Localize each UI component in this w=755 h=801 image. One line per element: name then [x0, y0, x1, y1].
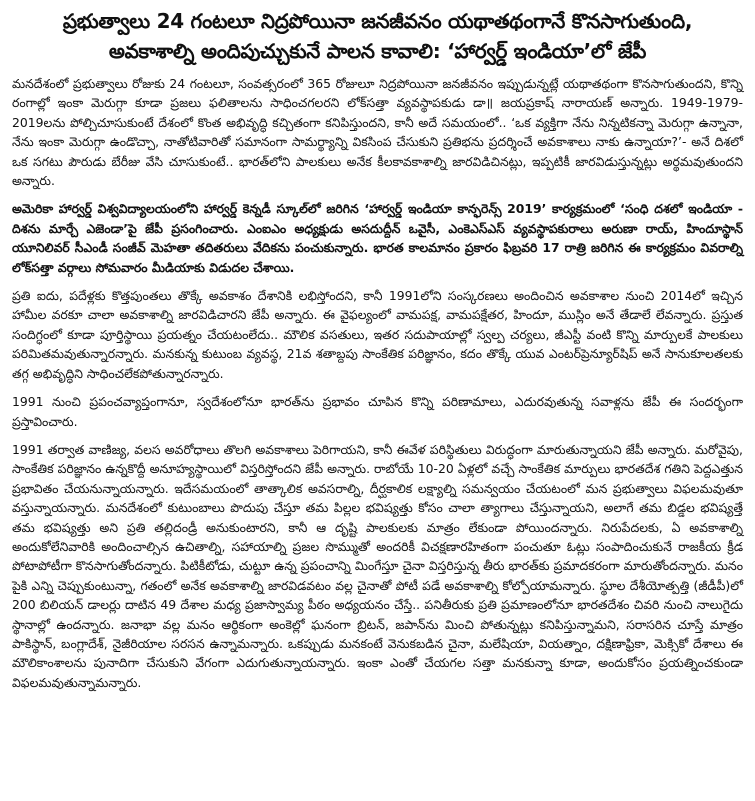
paragraph-intro: మనదేశంలో ప్రభుత్వాలు రోజుకు 24 గంటలూ, సంవత్సరంలో 365 రోజులూ నిద్రపోయినా జనజీవనం ఇప్పుడున్నట్లే యథాతథంగా కొనసాగుతుందని, కొన్ని రంగాల్లో ఇంకా మెరుగ్గా కూడా ప్రజలు ఫలితాలను సాధించగలరని లోక్‌సత్తా వ్యవస్థాపకుడు డా॥ జయప్రకాష్ నారాయణ్ అన్నారు. 1949-1979-2019లను పోల్చిచూసుకుంటే దేశంలో కొంత అభివృద్ధి కచ్చితంగా కనిపిస్తుందని, కానీ అదే సమయంలో.. ‘ఒక వ్యక్తిగా నేను నిన్నటికన్నా మెరుగ్గా ఉన్నానా, నేను ఇంకా మెరుగ్గా ఉండొచ్చా, నాతోటివారితో సమానంగా సామర్థ్యాన్ని వికసింప చేసుకుని ప్రతిభను ప్రదర్శించే అవకాశాలు నాకు ఉన్నాయా?’- అనే దిశలో ఒక సగటు పౌరుడు బేరీజు వేసి చూసుకుంటే.. భారత్‌లోని పాలకులు అనేక కీలకావకాశాల్ని జారవిడిచినట్లు, ఇప్పటికీ జారవిడుస్తున్నట్లు అర్థమవుతుందని అన్నారు. [12, 76, 743, 189]
paragraph-event: అమెరికా హార్వర్డ్ విశ్వవిద్యాలయంలోని హార్వర్డ్ కెన్నడీ స్కూల్‌లో జరిగిన ‘హార్వర్డ్ ఇండియా కాన్ఫరెన్స్ 2019’ కార్యక్రమంలో ‘సంధి దశలో ఇండియా - దిశను మార్చే ఎజెండా’పై జేపీ ప్రసంగించారు. ఎంఐఎం అధ్యక్షుడు అసదుద్దీన్ ఒవైసీ, ఎంకెఎస్ఎస్ వ్యవస్థాపకురాలు అరుణా రాయ్, హిందూస్థాన్ యూనిలివర్ సీఎండీ సంజీవ్ మెహతా తదితరులు వేదికను పంచుకున్నారు. భారత కాలమానం ప్రకారం ఫిబ్రవరి 17 రాత్రి జరిగిన ఈ కార్యక్రమం వివరాల్ని లోక్‌సత్తా వర్గాలు సోమవారం మీడియాకు విడుదల చేశాయి. [12, 201, 743, 275]
article-headline [12, 6, 743, 66]
paragraph-missed-opportunities: ప్రతి ఐదు, పదేళ్లకు కొత్తపుంతలు తొక్కే అవకాశం దేశానికి లభిస్తోందని, కానీ 1991లోని సంస్కరణలు అందించిన అవకాశాల నుంచి 2014లో ఇచ్చిన హామీల వరకూ చాలా అవకాశాల్ని జారవిడిచారని జేపీ అన్నారు. ఈ వైఫల్యంలో వామపక్ష, వామపక్షేతర, హిందూ, ముస్లిం అనే తేడాలే లేవన్నారు. ప్రస్తుత సందిగ్ధంలో కూడా పూర్తిస్థాయి ప్రయత్నం చేయటంలేదు.. మౌలిక వసతులు, ఇతర సదుపాయాల్లో స్వల్ప చర్యలు, జీఎస్టీ వంటి కొన్ని మార్పులకే పాలకులు పరిమితమవుతున్నారన్నారు. మనకున్న కుటుంబ వ్యవస్థ, 21వ శతాబ్దపు సాంకేతిక పరిజ్ఞానం, కదం తొక్కే యువ ఎంటర్‌ప్రెన్యూర్‌షిప్ అనే సానుకూలతలకు తగ్గ అభివృద్ధిని సాధించలేకపోతున్నారన్నారు. [12, 288, 743, 381]
paragraph-developments: 1991 నుంచి ప్రపంచవ్యాప్తంగానూ, స్వదేశంలోనూ భారత్‌ను ప్రభావం చూపిన కొన్ని పరిణామాలు, ఎదురవుతున్న సవాళ్లను జేపీ ఈ సందర్భంగా ప్రస్తావించారు. [12, 394, 743, 429]
headline-line-1: ప్రభుత్వాలు 24 గంటలూ నిద్రపోయినా జనజీవనం యథాతథంగానే కొనసాగుతుంది, [62, 9, 693, 33]
paragraph-analysis: 1991 తర్వాత వాణిజ్య, వలస అవరోధాలు తొలగి అవకాశాలు పెరిగాయని, కానీ ఈవేళ పరిస్థితులు విరుద్ధంగా మారుతున్నాయని జేపీ అన్నారు. మరోవైపు, సాంకేతిక పరిజ్ఞానం ఉన్నకొద్దీ అనూహ్యస్థాయిలో విస్తరిస్తోందని జేపీ అన్నారు. రాబోయే 10-20 ఏళ్లలో వచ్చే సాంకేతిక మార్పులు భారతదేశ గతిని పెద్దఎత్తున ప్రభావితం చేయనున్నాయన్నారు. ఇదేసమయంలో తాత్కాలిక అవసరాల్ని, దీర్ఘకాలిక లక్ష్యాల్ని సమన్వయం చేయటంలో మన ప్రభుత్వాలు విఫలమవుతూ వస్తున్నాయన్నారు. మనదేశంలో కుటుంబాలు పొదుపు చేస్తూ తమ పిల్లల భవిష్యత్తు కోసం చాలా త్యాగాలు చేస్తున్నాయని, అలాగే తమ బిడ్డల భవిష్యత్తే తమ భవిష్యత్తు అని ప్రతి తల్లిదండ్రీ అనుకుంటారని, కానీ ఆ దృష్టి పాలకులకు మాత్రం లేకుండా పోయిందన్నారు. నిరుపేదలకు, ఏ అవకాశాల్ని అందుకోలేనివారికి అందించాల్సిన ఉచితాల్ని, సహాయాల్ని ప్రజల సొమ్ముతో అందరికీ విచక్షణారహితంగా పంచుతూ ఓట్లు సంపాదించుకునే రాజకీయ క్రీడ పోటాపోటీగా కొనసాగుతోందన్నారు. పిటికీటోడు, చుట్టూ ఉన్న ప్రపంచాన్ని మింగేస్తూ చైనా విస్తరిస్తున్న తీరు భారత్‌కు ప్రమాదకరంగా మారుతోందన్నారు. మనం పైకి ఎన్ని చెప్పుకుంటున్నా, గతంలో అనేక అవకాశాల్ని జారవిడవటం వల్ల చైనాతో పోటీ పడే అవకాశాల్ని కోల్పోయామన్నారు. స్థూల దేశీయోత్పత్తి (జీడీపీ)లో 200 బిలియన్ డాలర్లు దాటిన 49 దేశాల మధ్య ప్రజాస్వామ్య పీఠం అధ్యయనం చేస్తే.. పనితీరుకు ప్రతి ప్రమాణంలోనూ భారతదేశం చివరి నుంచి నాలుగైదు స్థానాల్లో ఉందన్నారు. జనాభా వల్ల మనం ఆర్థికంగా అంకెల్లో ఘనంగా బ్రిటన్, జపాన్‌ను మించి పోతున్నట్లు కనిపిస్తున్నామని, సరాసరిన చూస్తే మాత్రం పాకిస్థాన్, బంగ్లాదేశ్, నైజీరియాల సరసన ఉన్నామన్నారు. ఒకప్పుడు మనకంటే వెనుకబడిన చైనా, మలేషియా, వియత్నాం, దక్షిణాఫ్రికా, మెక్సికో దేశాలు ఈ మౌలికాంశాలను పునాదిగా చేసుకుని వేగంగా ఎదుగుతున్నాయన్నారు. ఇంకా ఎంతో చేయగల సత్తా మనకున్నా కూడా, అందుకోసం ప్రయత్నించకుండా విఫలమవుతున్నామన్నారు. [12, 441, 743, 690]
headline-line-2: అవకాశాల్ని అందిపుచ్చుకునే పాలన కావాలి: ‘హార్వర్డ్ ఇండియా’లో జేపీ [108, 39, 647, 63]
